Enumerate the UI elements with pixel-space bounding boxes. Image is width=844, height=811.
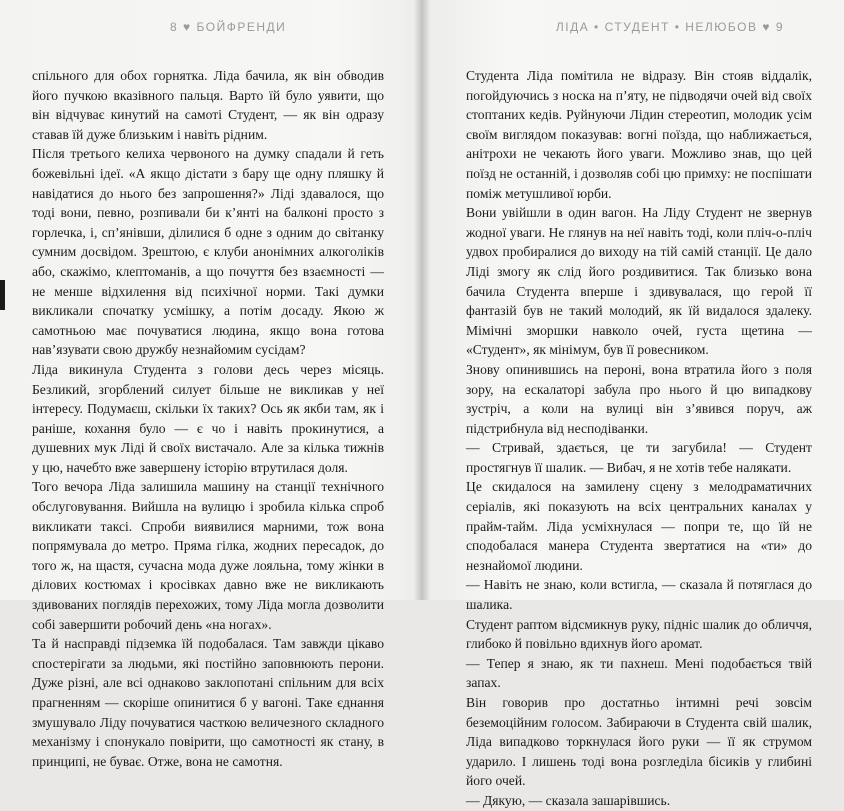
right-running-title: ЛІДА • СТУДЕНТ • НЕЛЮБОВ xyxy=(555,20,758,34)
right-page xyxy=(422,0,844,808)
right-paragraph-4: — Стривай, здається, це ти загубила! — Студент простягнув її шалик. — Вибач, я не хотів тебе налякати. xyxy=(466,440,812,475)
page-edge-mark xyxy=(0,280,5,310)
left-paragraph-4: Того вечора Ліда залишила машину на станції технічного обслуговування. Вийшла на вулицю і зробила кілька спроб викликати таксі. Спроби виявилися марними, тож вона попрямувала до метро. Пряма гілка, жодних пересадок, до того ж, на щастя, сучасна мода дуже лояльна, тому жінки в ділових костюмах і кросівках давно вже не викликають здивованих поглядів перехожих, тому Ліда могла дозволити собі завершити робочий день «на ногах». xyxy=(32,479,384,632)
right-paragraph-2: Вони увійшли в один вагон. На Ліду Студент не звернув жодної уваги. Не глянув на неї навіть тоді, коли пліч-о-пліч удвох пробиралися до виходу на тій самій станції. Це дало Ліді змогу як слід його роздивитися. Так близько вона бачила Студента вперше і здивувалася, що герой її фантазій був не такий молодий, як їй видалося здалеку. Мімічні зморшки навколо очей, густа щетина — «Студент», як мінімум, був її ровесником. xyxy=(466,205,812,358)
left-paragraph-2: Після третього келиха червоного на думку спадали й геть божевільні ідеї. «А якщо дістати з бару ще одну пляшку й навідатися до нього без запрошення?» Ліді здавалося, що тоді вони, певно, розпивали би к’янті на балконі просто з горлечка, і, сп’янівши, ділилися б одне з одним до світанку сумним досвідом. Зрештою, є клуби анонімних алкоголіків або, скажімо, клептоманів, а що почуття без взаємності — не менше відхилення від психічної норми. Такі думки викликали спочатку усмішку, а потім досаду. Якою ж самотньою має почуватися людина, якщо вона готова нав’язувати свою дружбу незнайомим сусідам? xyxy=(32,146,384,358)
heart-icon: ♥ xyxy=(762,20,771,34)
left-paragraph-1: спільного для обох горнятка. Ліда бачила, як він обводив його пучкою вказівного пальця. Варто їй було уявити, що він відчуває кинутий на самоті Студент, — як він одразу ставав їй дуже близьким і навіть рідним. xyxy=(32,68,384,142)
right-paragraph-8: — Тепер я знаю, як ти пахнеш. Мені подобається твій запах. xyxy=(466,655,812,691)
left-page-number: 8 xyxy=(170,20,179,34)
left-paragraph-5: Та й насправді підземка їй подобалася. Там завжди цікаво спостерігати за людьми, які постійно заповнюють перони. Дуже різні, але всі однаково заклопотані спільним для всіх прагненням — скоріше опинитися б у вагоні. Таке єднання змушувало Ліду почуватися часткою величезного складного механізму і спонукало повірити, що самотності як стану, в принципі, не буває. Отже, вона не самотня. xyxy=(32,636,384,769)
right-paragraph-9: Він говорив про достатньо інтимні речі зовсім беземоційним голосом. Забираючи в Студента свій шалик, Ліда випадково торкнулася його руки — її як струмом ударило. І лишень тоді вона розгледіла бісиків у глибині його очей. xyxy=(466,695,812,789)
right-paragraph-1: Студента Ліда помітила не відразу. Він стояв віддалік, погойдуючись з носка на п’яту, не підводячи очей від своїх стоптаних кедів. Руйнуючи Лідин стереотип, молодик усім своїм виглядом показував: вогні поїзда, що наближається, анітрохи не чекають його уваги. Можливо знав, що цей поїзд не останній, і дозволяв собі цю примху: не поспішати поміж метушливої юрби. xyxy=(466,68,812,201)
right-running-head xyxy=(556,20,784,34)
right-paragraph-10: — Дякую, — сказала зашарівшись. xyxy=(466,792,671,808)
left-running-head xyxy=(170,20,286,34)
left-page xyxy=(0,0,422,769)
left-paragraph-3: Ліда викинула Студента з голови десь через місяць. Безликий, згорблений силует більше не викликав у неї інтересу. Подумаєш, скільки їх таких? Ось як якби там, як і раніше, кохання було — є чо і навіть прокинутися, а душевних мук Ліді й своїх вистачало. Але за кілька тижнів у цю, начебто вже завершену історію втрутилася доля. xyxy=(32,361,384,475)
right-paragraph-7: Студент раптом відсмикнув руку, підніс шалик до обличчя, глибоко й повільно вдихнув його аромат. xyxy=(466,616,812,652)
right-page-number: 9 xyxy=(775,20,784,34)
left-running-title: БОЙФРЕНДИ xyxy=(196,20,287,34)
heart-icon: ♥ xyxy=(183,20,192,34)
right-paragraph-5: Це скидалося на замилену сцену з мелодраматичних серіалів, які показують на всіх центральних каналах у прайм-тайм. Ліда усміхнулася — попри те, що їй не сподобалася манера Студента звертатися на «ти» до незнайомої людини. xyxy=(466,479,812,573)
right-paragraph-3: Знову опинившись на пероні, вона втратила його з поля зору, на ескалаторі забула про нього й цю випадкову зустріч, а коли на вулиці він з’явився поруч, аж підстрибнула від несподіванки. xyxy=(466,361,812,436)
right-paragraph-6: — Навіть не знаю, коли встигла, — сказала й потяглася до шалика. xyxy=(466,577,812,613)
